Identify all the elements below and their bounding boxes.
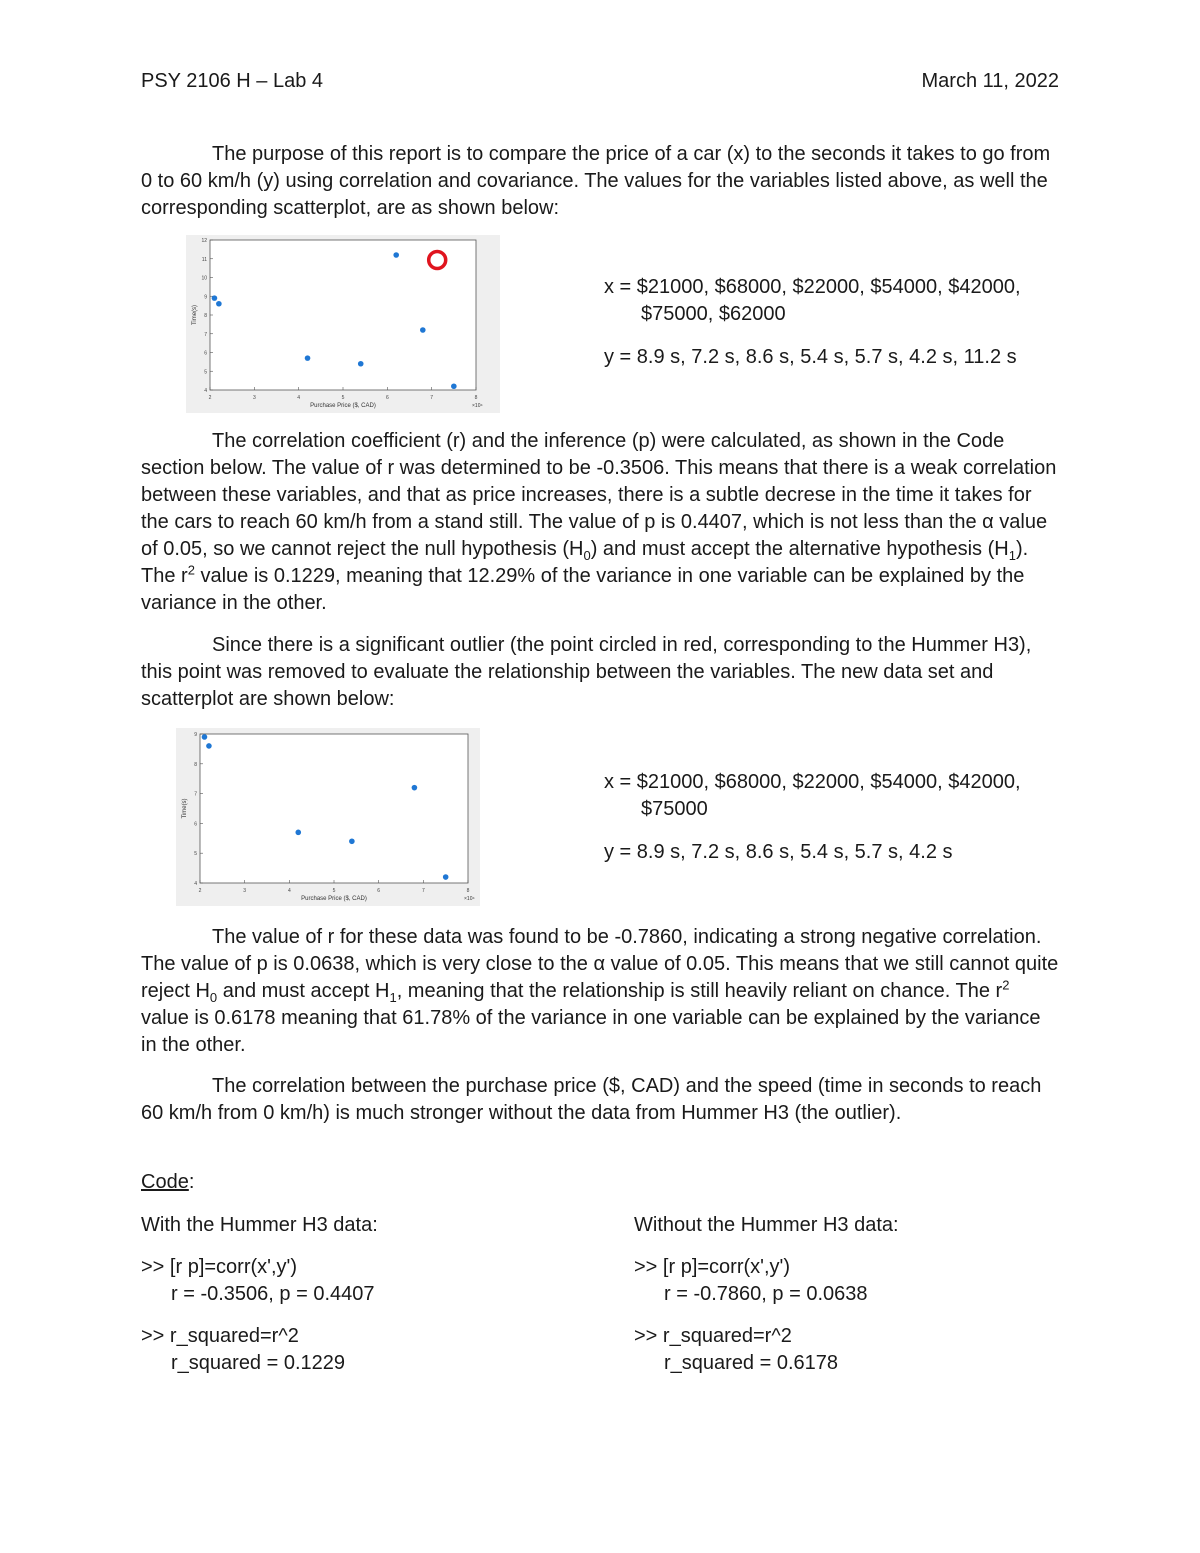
y-tick-label: 8 [204, 313, 207, 319]
data-point [420, 327, 426, 333]
x-axis-label: Purchase Price ($, CAD) [301, 896, 367, 902]
code-with-title: With the Hummer H3 data: [141, 1214, 378, 1236]
y-tick-label: 5 [194, 851, 197, 858]
data-point [451, 383, 457, 389]
code-with-res1: r = -0.3506, p = 0.4407 [171, 1283, 375, 1305]
code-heading-label: Code [141, 1171, 189, 1193]
para4-sub-1: 1 [389, 990, 397, 1005]
y-tick-label: 4 [194, 881, 197, 887]
scatterplot-without-outlier [176, 728, 480, 906]
code-without-res2: r_squared = 0.6178 [664, 1352, 839, 1374]
x-tick-label: 8 [466, 888, 470, 894]
x-tick-label: 2 [198, 888, 202, 894]
data-point [358, 361, 364, 367]
y-tick-label: 6 [194, 821, 197, 828]
y-tick-label: 6 [204, 350, 207, 357]
y-tick-label: 5 [204, 369, 207, 376]
para4-text-1: The value of r for these data was found to be -0.7860, indicating a strong negative correlation. The value of p is 0.0638, which is very close to the α value of 0.05. This means that we still cannot quite reject H [141, 926, 1059, 1002]
x-tick-label: 4 [287, 888, 291, 894]
dataset2-x-line1: x = $21000, $68000, $22000, $54000, $42000, [604, 771, 1021, 793]
code-without-cmd2: >> r_squared=r^2 [634, 1325, 792, 1347]
para2-sup-2: 2 [187, 562, 195, 578]
x-tick-label: 7 [430, 395, 434, 401]
code-without-res1: r = -0.7860, p = 0.0638 [664, 1283, 868, 1305]
x-exponent-label: ×10⁴ [464, 896, 475, 902]
date-header: March 11, 2022 [921, 70, 1059, 92]
x-tick-label: 8 [474, 395, 478, 401]
para4-sup-2: 2 [1002, 977, 1010, 993]
x-tick-label: 2 [208, 395, 212, 401]
x-tick-label: 3 [243, 888, 247, 894]
x-tick-label: 7 [421, 888, 425, 894]
y-tick-label: 9 [194, 732, 197, 738]
data-point [206, 743, 212, 749]
data-point [393, 252, 399, 258]
para2-sub-1: 1 [1008, 548, 1016, 563]
code-heading [141, 1169, 194, 1196]
data-point [349, 838, 355, 844]
y-tick-label: 10 [201, 275, 207, 282]
scatterplot-1-svg [186, 235, 500, 413]
data-point [216, 301, 222, 307]
y-axis-label: Time(s) [192, 304, 198, 326]
x-tick-label: 5 [332, 888, 336, 894]
code-with-res2: r_squared = 0.1229 [171, 1352, 346, 1374]
correlation-paragraph [141, 428, 1061, 617]
para4-sub-0: 0 [209, 990, 218, 1005]
para2-text-3: ). The r [141, 538, 1029, 587]
y-tick-label: 7 [194, 791, 197, 798]
para4-text-3: , meaning that the relationship is still heavily reliant on chance. The r [396, 980, 1003, 1002]
data-point [212, 295, 218, 301]
x-tick-label: 6 [377, 888, 381, 894]
y-tick-label: 4 [204, 388, 207, 394]
y-tick-label: 12 [201, 238, 207, 244]
code-with-cmd1: >> [r p]=corr(x',y') [141, 1256, 298, 1278]
code-with-cmd2: >> r_squared=r^2 [141, 1325, 299, 1347]
outlier-paragraph: Since there is a significant outlier (the point circled in red, corresponding to the Hummer H3), this point was removed to evaluate the relationship between the variables. The new data set and scatterplot are shown below: [141, 634, 1032, 710]
data-point [412, 785, 418, 791]
data-point [443, 874, 449, 880]
x-tick-label: 4 [297, 395, 301, 401]
data-point [202, 734, 208, 740]
para2-sub-0: 0 [583, 548, 591, 563]
y-axis-label: Time(s) [182, 798, 188, 819]
para4-text-2: and must accept H [217, 980, 390, 1002]
strong-correlation-paragraph [141, 924, 1061, 1059]
x-tick-label: 6 [385, 395, 389, 401]
intro-paragraph: The purpose of this report is to compare the price of a car (x) to the seconds it takes to go from 0 to 60 km/h (y) using correlation and covariance. The values for the variables listed above, as well the corresponding scatterplot, are as shown below: [141, 143, 1051, 219]
code-without-hummer [634, 1212, 899, 1377]
code-heading-colon: : [188, 1171, 195, 1193]
course-header: PSY 2106 H – Lab 4 [141, 70, 323, 92]
scatterplot-2-svg [176, 728, 480, 906]
dataset1-y: y = 8.9 s, 7.2 s, 8.6 s, 5.4 s, 5.7 s, 4.2 s, 11.2 s [604, 346, 1017, 368]
y-tick-label: 7 [204, 331, 207, 338]
para2-text-1: The correlation coefficient (r) and the inference (p) were calculated, as shown in the Code section below. The value of r was determined to be -0.3506. This means that there is a weak correlation between these variables, and that as price increases, there is a subtle decrese in the time it takes for the cars to reach 60 km/h from a stand still. The value of p is 0.4407, which is not less than the α value of 0.05, so we cannot reject the null hypothesis (H [141, 430, 1057, 560]
code-without-cmd1: >> [r p]=corr(x',y') [634, 1256, 791, 1278]
plot-area [200, 734, 468, 883]
dataset2-x [604, 769, 1021, 823]
code-with-hummer [141, 1212, 378, 1377]
x-exponent-label: ×10⁴ [472, 403, 483, 409]
y-tick-label: 8 [194, 761, 197, 768]
data-point [295, 830, 301, 836]
code-without-title: Without the Hummer H3 data: [634, 1214, 899, 1236]
data-point [305, 355, 311, 361]
scatterplot-with-outlier [186, 235, 500, 413]
dataset1-x-line1: x = $21000, $68000, $22000, $54000, $42000, [604, 276, 1021, 298]
dataset1-x-line2: $75000, $62000 [641, 303, 786, 325]
para2-text-4: value is 0.1229, meaning that 12.29% of the variance in one variable can be explained by the variance in the other. [141, 565, 1025, 614]
para2-text-2: ) and must accept the alternative hypothesis (H [590, 538, 1009, 560]
y-tick-label: 9 [204, 294, 207, 301]
conclusion-paragraph: The correlation between the purchase price ($, CAD) and the speed (time in seconds to reach 60 km/h from 0 km/h) is much stronger without the data from Hummer H3 (the outlier). [141, 1075, 1042, 1124]
x-tick-label: 5 [341, 395, 345, 401]
dataset2-y: y = 8.9 s, 7.2 s, 8.6 s, 5.4 s, 5.7 s, 4.2 s [604, 841, 953, 863]
dataset2-x-line2: $75000 [641, 798, 708, 820]
y-tick-label: 11 [201, 256, 207, 263]
plot-area [210, 240, 476, 390]
dataset1-x [604, 274, 1021, 328]
x-axis-label: Purchase Price ($, CAD) [310, 403, 376, 409]
para4-text-4: value is 0.6178 meaning that 61.78% of the variance in one variable can be explained by the variance in the other. [141, 1007, 1041, 1056]
x-tick-label: 3 [252, 395, 256, 401]
